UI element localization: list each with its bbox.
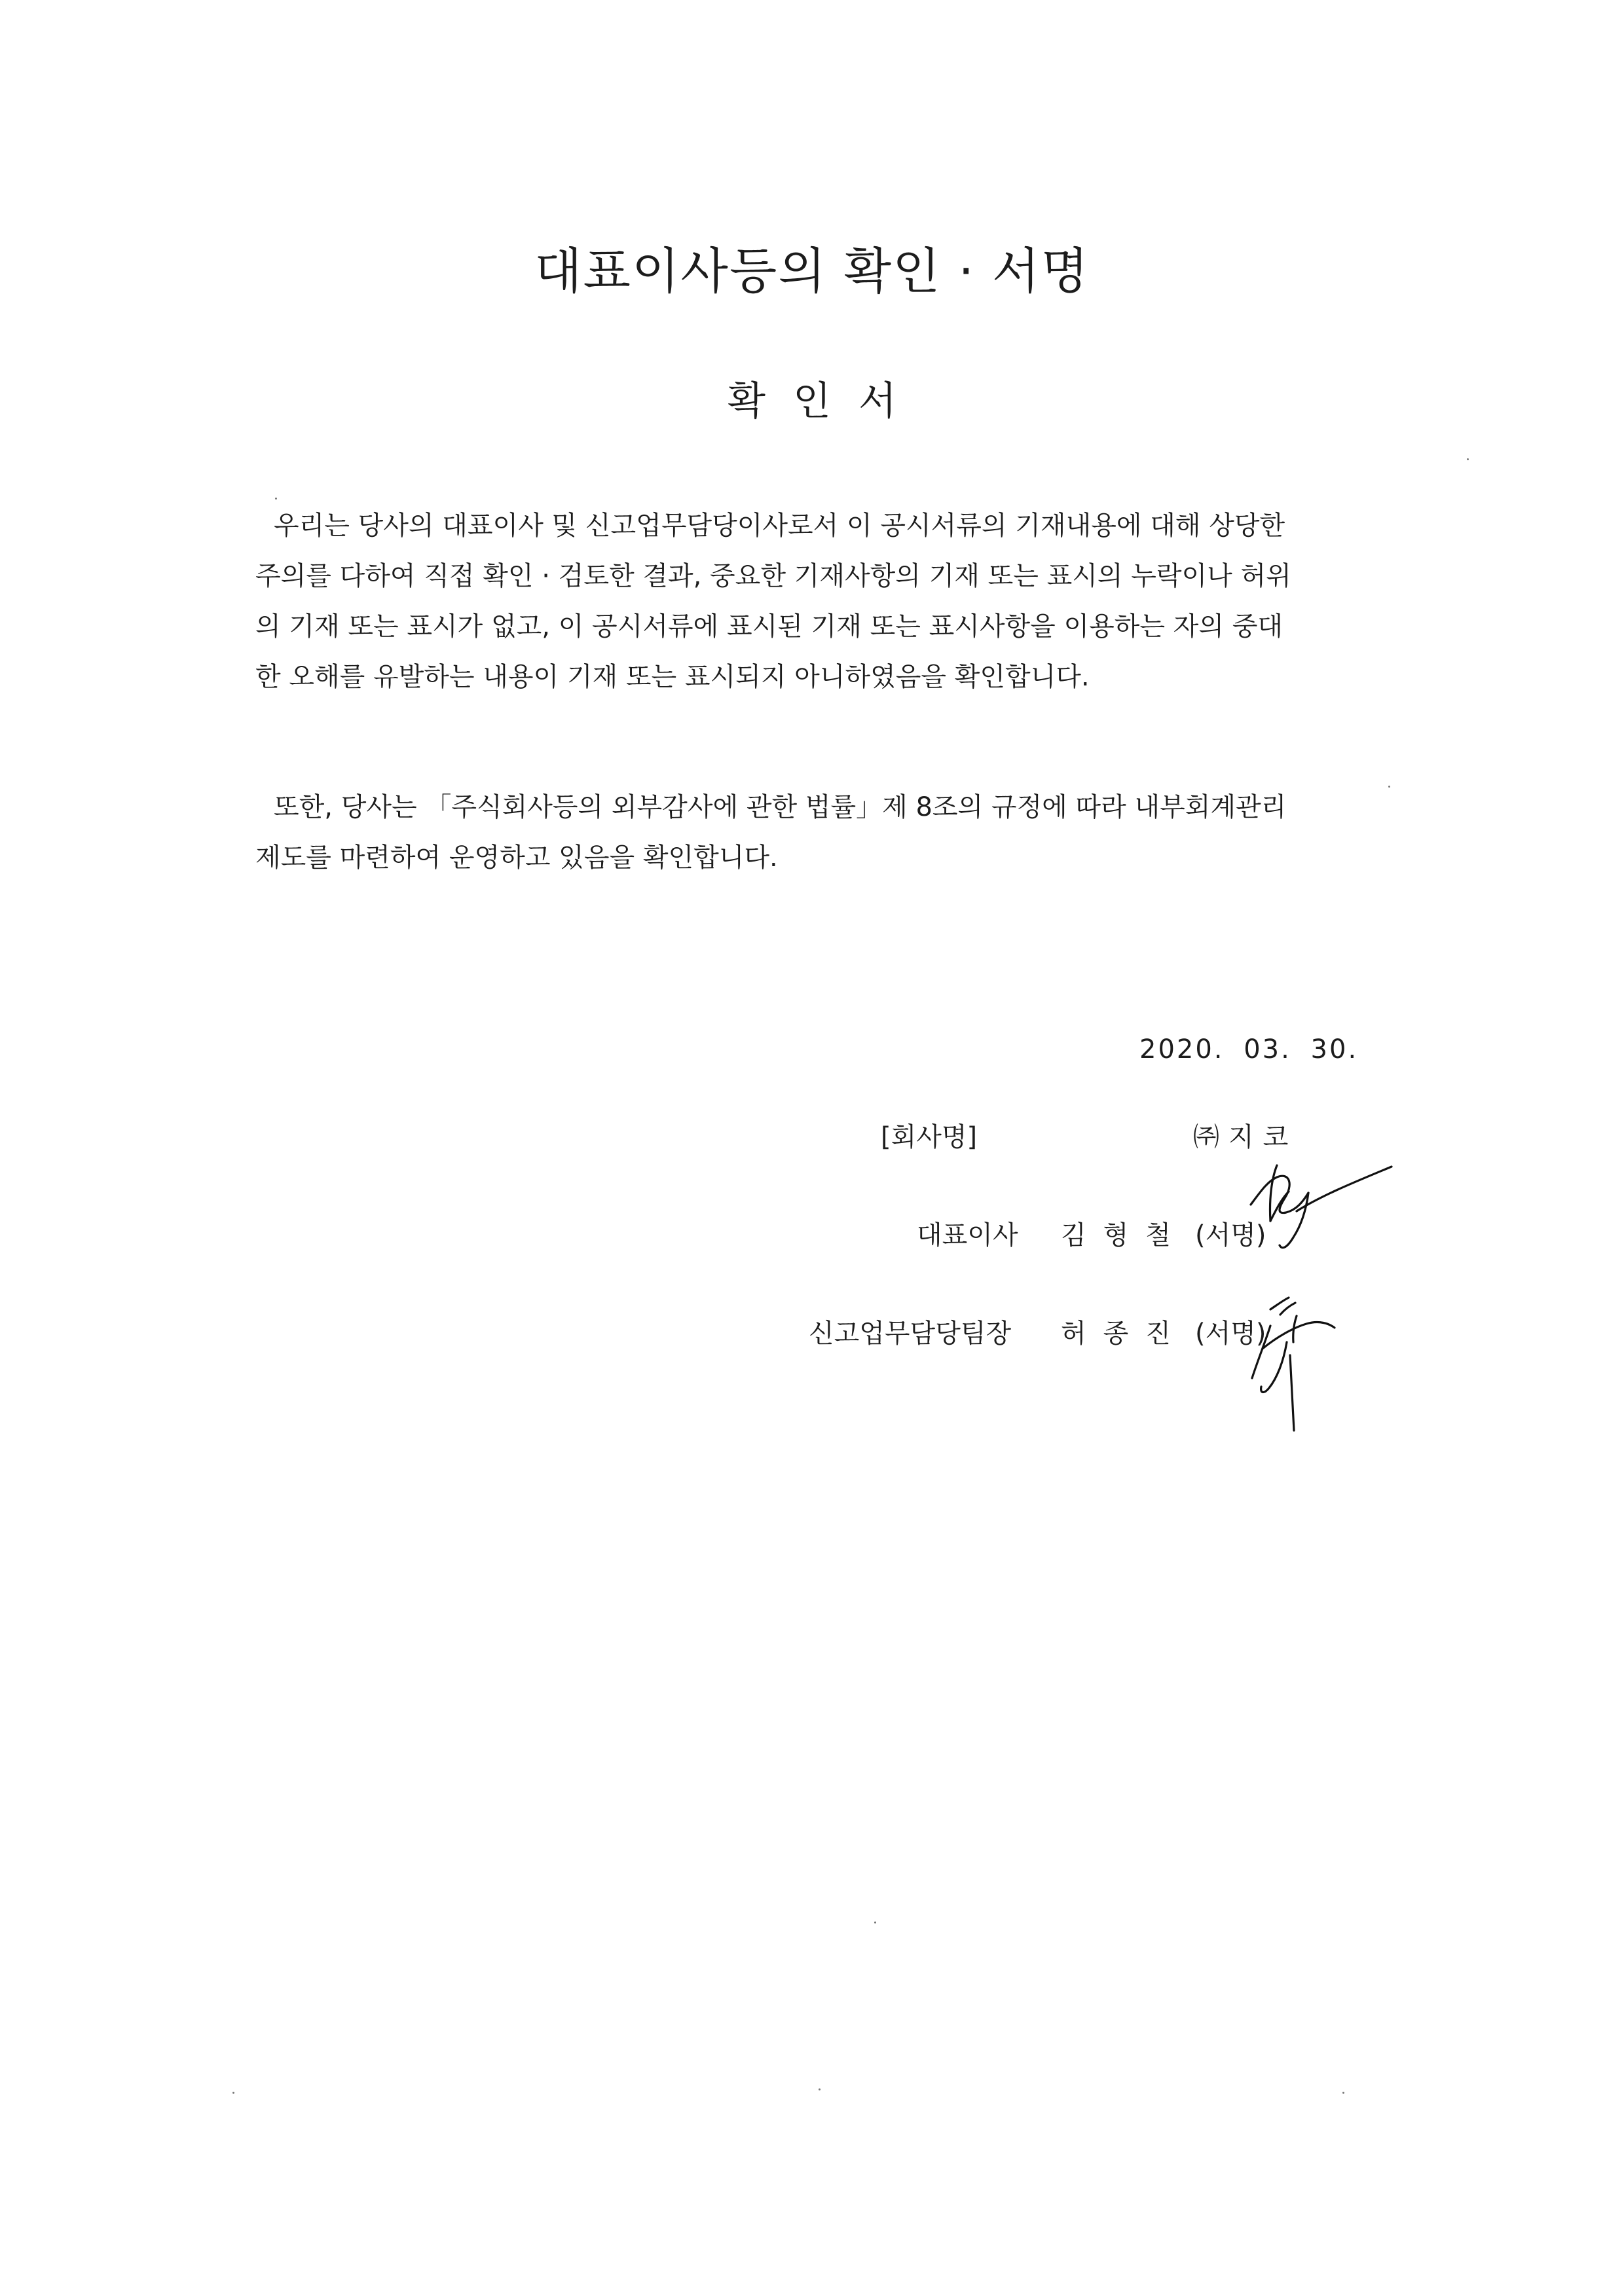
handwritten-signatures	[1231, 1152, 1428, 1453]
signature-stroke	[1297, 1167, 1392, 1211]
ceo-signature-label: (서명)	[1195, 1220, 1266, 1250]
signature-stroke	[1290, 1355, 1294, 1430]
signature-stroke	[1263, 1322, 1335, 1349]
document-title: 대표이사등의 확인 · 서명	[534, 242, 1090, 300]
scan-speck	[232, 2092, 234, 2094]
paragraph-line: 한 오해를 유발하는 내용이 기재 또는 표시되지 아니하였음을 확인합니다.	[255, 662, 1090, 692]
reporting-manager-title: 신고업무담당팀장	[809, 1319, 1012, 1349]
scan-speck	[1342, 2092, 1344, 2094]
signature-stroke	[1280, 1303, 1295, 1315]
scan-speck	[819, 2088, 821, 2090]
paragraph-line: 의 기재 또는 표시가 없고, 이 공시서류에 표시된 기재 또는 표시사항을 이용하는 자의 중대	[255, 611, 1283, 642]
signature-stroke	[1251, 1176, 1308, 1212]
ceo-title: 대표이사	[917, 1220, 1018, 1250]
scan-speck	[1388, 786, 1390, 788]
ceo-name: 김형철	[1061, 1220, 1188, 1250]
scan-speck	[874, 1922, 876, 1923]
paragraph-line: 우리는 당사의 대표이사 및 신고업무담당이사로서 이 공시서류의 기재내용에 대해 상당한	[274, 511, 1285, 541]
paragraph-line: 또한, 당사는 「주식회사등의 외부감사에 관한 법률」제 8조의 규정에 따라 내부회계관리	[274, 792, 1287, 822]
scan-speck	[1467, 458, 1469, 460]
reporting-manager-signature-label: (서명)	[1195, 1319, 1266, 1349]
reporting-manager-name: 허종진	[1061, 1319, 1188, 1349]
paragraph-line: 주의를 다하여 직접 확인 · 검토한 결과, 중요한 기재사항의 기재 또는 표시의 누락이나 허위	[255, 561, 1291, 591]
scan-speck	[275, 498, 277, 500]
paragraph-line: 제도를 마련하여 운영하고 있음을 확인합니다.	[255, 843, 778, 873]
confirmation-paragraph	[255, 501, 1382, 702]
document-date: 2020. 03. 30.	[1139, 1034, 1359, 1065]
signature-stroke	[1252, 1326, 1270, 1378]
internal-control-paragraph	[255, 782, 1382, 883]
signature-stroke	[1261, 1342, 1287, 1393]
company-label: [회사명]	[881, 1122, 978, 1152]
document-subtitle: 확인서	[728, 378, 924, 424]
company-name: ㈜지코	[1193, 1122, 1298, 1152]
